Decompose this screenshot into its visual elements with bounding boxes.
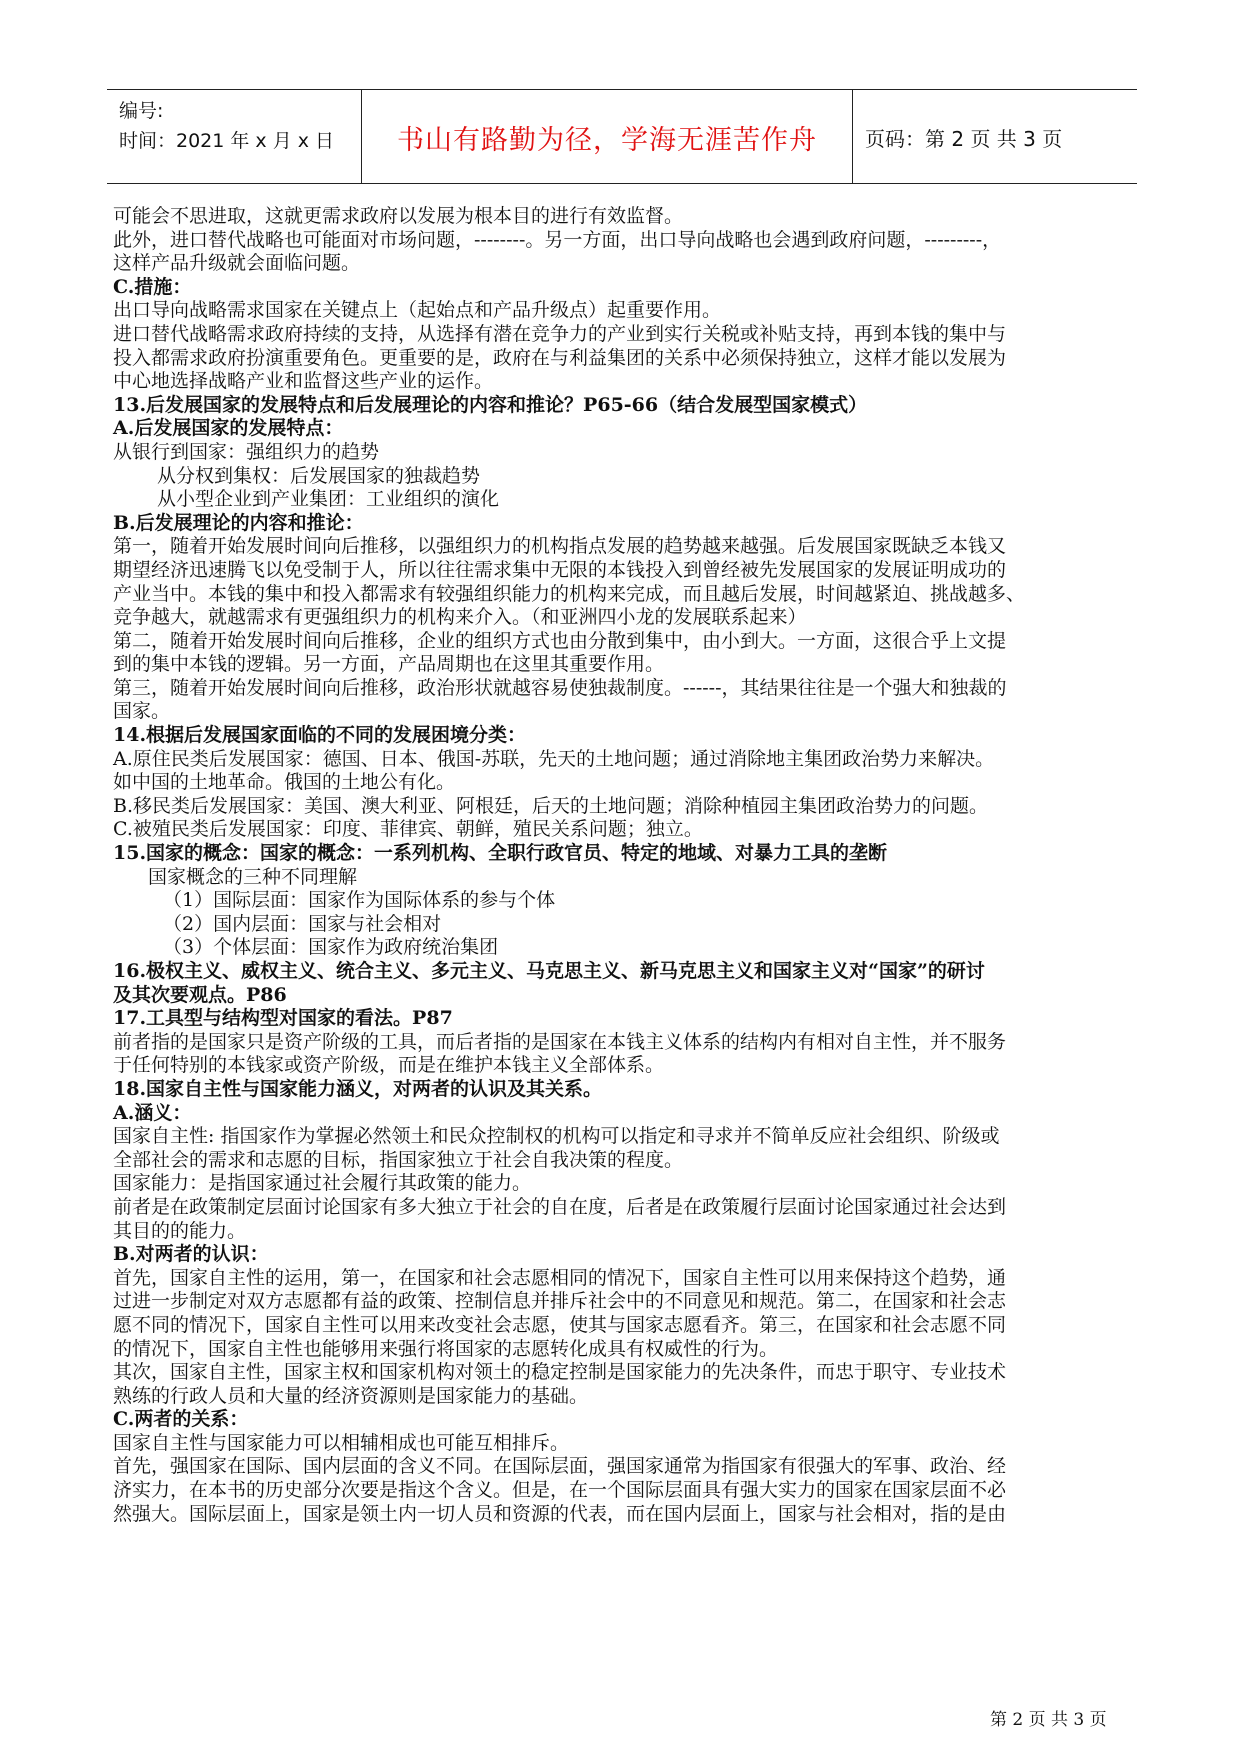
text-line: 国家概念的三种不同理解 [148, 865, 358, 888]
subheading: A.后发展国家的发展特点： [113, 417, 344, 440]
text-line: 首先，国家自主性的运用，第一，在国家和社会志愿相同的情况下，国家自主性可以用来保持这个趋势，通 [113, 1266, 1007, 1289]
text-line: 其目的的能力。 [113, 1219, 247, 1242]
text-line: （2）国内层面：国家与社会相对 [163, 912, 442, 935]
text-line: 然强大。国际层面上，国家是领土内一切人员和资源的代表，而在国内层面上，国家与社会相对，指的是由 [113, 1502, 1007, 1525]
text-line: 前者指的是国家只是资产阶级的工具，而后者指的是国家在本钱主义体系的结构内有相对自主性，并不服务 [113, 1030, 1007, 1053]
text-line: C.被殖民类后发展国家：印度、菲律宾、朝鲜，殖民关系问题；独立。 [113, 818, 703, 841]
subheading: B.后发展理论的内容和推论： [113, 511, 364, 534]
text-line: 过进一步制定对双方志愿都有益的政策、控制信息并排斥社会中的不同意见和规范。第二，在国家和社会志 [113, 1290, 1007, 1313]
document-body [113, 205, 1133, 1526]
text-line: 其次，国家自主性，国家主权和国家机构对领土的稳定控制是国家能力的先决条件，而忠于职守、专业技术 [113, 1361, 1007, 1384]
text-line: 的情况下，国家自主性也能够用来强行将国家的志愿转化成具有权威性的行为。 [113, 1337, 779, 1360]
motto: 书山有路勤为径，学海无涯苦作舟 [397, 125, 817, 156]
text-line: 可能会不思进取，这就更需求政府以发展为根本目的进行有效监督。 [113, 205, 684, 227]
text-line: 这样产品升级就会面临问题。 [113, 252, 361, 275]
text-line: 从银行到国家：强组织力的趋势 [113, 440, 380, 463]
question-heading: 16.极权主义、威权主义、统合主义、多元主义、马克思主义、新马克思主义和国家主义对“国家”的研讨 [113, 960, 985, 982]
text-line: 愿不同的情况下，国家自主性可以用来改变社会志愿，使其与国家志愿看齐。第三，在国家和社会志愿不同 [113, 1313, 1007, 1336]
text-line: 产业当中。本钱的集中和投入都需求有较强组织能力的机构来完成，而且越后发展，时间越紧迫、挑战越多、 [113, 582, 1026, 605]
text-line: 全部社会的需求和志愿的目标，指国家独立于社会自我决策的程度。 [113, 1148, 684, 1171]
text-line: 国家。 [113, 700, 171, 723]
subheading: A.涵义： [113, 1101, 192, 1124]
text-line: 第二，随着开始发展时间向后推移，企业的组织方式也由分散到集中，由小到大。一方面，这很合乎上文提 [113, 629, 1007, 652]
text-line: 前者是在政策制定层面讨论国家有多大独立于社会的自在度，后者是在政策履行层面讨论国家通过社会达到 [113, 1195, 1007, 1218]
text-line: 国家自主性: 指国家作为掌握必然领土和民众控制权的机构可以指定和寻求并不简单反应社会组织、阶级或 [113, 1125, 1000, 1148]
question-heading: 13.后发展国家的发展特点和后发展理论的内容和推论？P65-66（结合发展型国家模式） [113, 393, 868, 416]
text-line: 济实力，在本书的历史部分次要是指这个含义。但是，在一个国际层面具有强大实力的国家在国家层面不必 [113, 1479, 1007, 1502]
text-line: 国家自主性与国家能力可以相辅相成也可能互相排斥。 [113, 1431, 570, 1454]
text-line: 中心地选择战略产业和监督这些产业的运作。 [113, 370, 494, 393]
text-line: 从小型企业到产业集团：工业组织的演化 [157, 488, 500, 511]
page-footer: 第 2 页 共 3 页 [990, 1710, 1107, 1730]
text-line: 此外，进口替代战略也可能面对市场问题，--------。另一方面，出口导向战略也会遇到政府问题，---------， [113, 228, 1002, 251]
text-line: 如中国的土地革命。俄国的土地公有化。 [113, 771, 456, 794]
text-line: 到的集中本钱的逻辑。另一方面，产品周期也在这里其重要作用。 [113, 653, 665, 676]
question-heading: 15.国家的概念：国家的概念：一系列机构、全职行政官员、特定的地域、对暴力工具的垄断 [113, 842, 888, 865]
text-line: 首先，强国家在国际、国内层面的含义不同。在国际层面，强国家通常为指国家有很强大的军事、政治、经 [113, 1455, 1007, 1478]
page-number-label: 页码：第 2 页 共 3 页 [865, 127, 1063, 151]
header-meta [119, 96, 359, 156]
question-heading: 14.根据后发展国家面临的不同的发展困境分类： [113, 724, 527, 747]
text-line: 熟练的行政人员和大量的经济资源则是国家能力的基础。 [113, 1384, 589, 1407]
number-label: 编号: [119, 100, 164, 122]
text-line: （3）个体层面：国家作为政府统治集团 [163, 936, 499, 959]
question-heading: 及其次要观点。P86 [113, 983, 287, 1006]
text-line: 于任何特别的本钱家或资产阶级，而是在维护本钱主义全部体系。 [113, 1054, 665, 1077]
text-line: （1）国际层面：国家作为国际体系的参与个体 [163, 889, 556, 912]
page-header [107, 89, 1137, 184]
header-divider [852, 90, 853, 183]
text-line: 期望经济迅速腾飞以免受制于人，所以往往需求集中无限的本钱投入到曾经被先发展国家的发展证明成功的 [113, 558, 1007, 581]
text-line: A.原住民类后发展国家：德国、日本、俄国-苏联，先天的土地问题；通过消除地主集团政治势力来解决。 [113, 747, 995, 770]
subheading: C.措施： [113, 275, 192, 298]
text-line: 第一，随着开始发展时间向后推移，以强组织力的机构指点发展的趋势越来越强。后发展国家既缺乏本钱又 [113, 535, 1007, 558]
text-line: 竞争越大，就越需求有更强组织力的机构来介入。（和亚洲四小龙的发展联系起来） [113, 606, 807, 629]
question-heading: 17.工具型与结构型对国家的看法。P87 [113, 1007, 453, 1030]
text-line: 第三，随着开始发展时间向后推移，政治形状就越容易使独裁制度。------，其结果往往是一个强大和独裁的 [113, 676, 1007, 699]
text-line: 从分权到集权：后发展国家的独裁趋势 [157, 464, 481, 487]
text-line: 出口导向战略需求国家在关键点上（起始点和产品升级点）起重要作用。 [113, 299, 722, 322]
text-line: 进口替代战略需求政府持续的支持，从选择有潜在竞争力的产业到实行关税或补贴支持，再到本钱的集中与 [113, 322, 1007, 345]
text-line: B.移民类后发展国家：美国、澳大利亚、阿根廷，后天的土地问题；消除种植园主集团政治势力的问题。 [113, 794, 989, 817]
subheading: B.对两者的认识： [113, 1243, 269, 1266]
header-divider [361, 90, 362, 183]
text-line: 投入都需求政府扮演重要角色。更重要的是，政府在与利益集团的关系中必须保持独立，这样才能以发展为 [113, 346, 1007, 369]
text-line: 国家能力：是指国家通过社会履行其政策的能力。 [113, 1172, 532, 1195]
question-heading: 18.国家自主性与国家能力涵义，对两者的认识及其关系。 [113, 1077, 603, 1100]
subheading: C.两者的关系： [113, 1408, 249, 1431]
time-label: 时间：2021 年 x 月 x 日 [119, 130, 335, 152]
